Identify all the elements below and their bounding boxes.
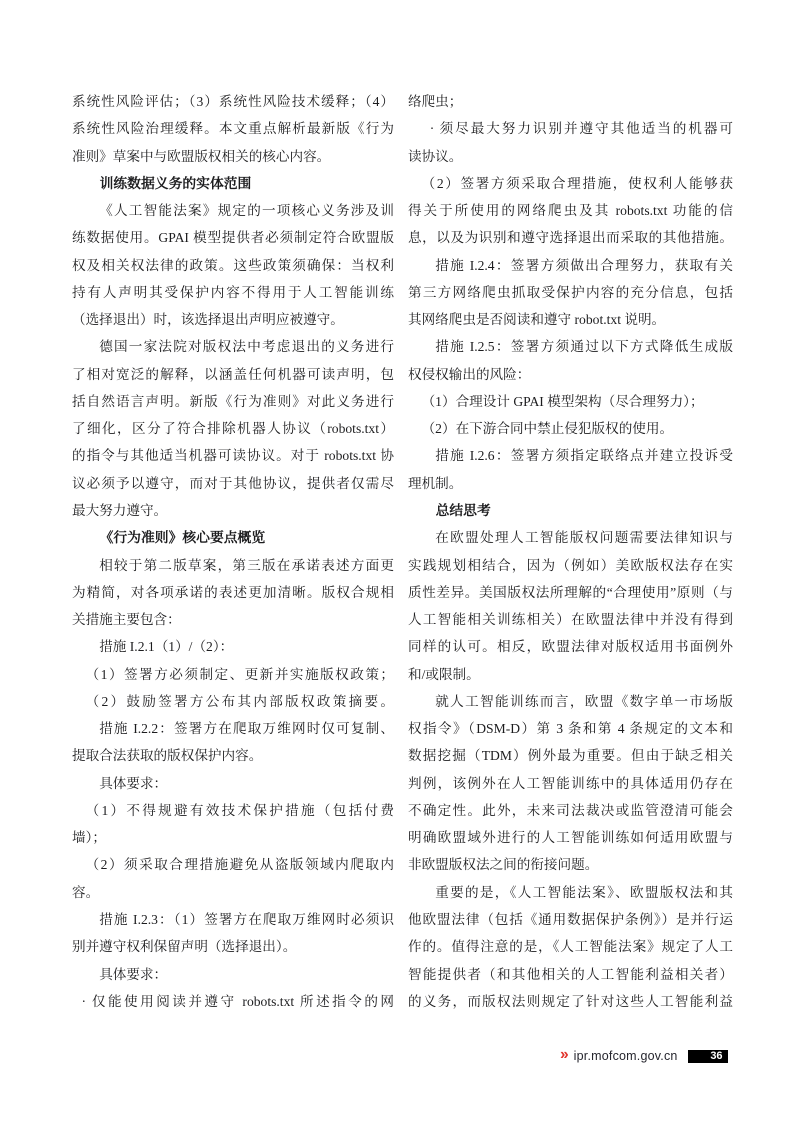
text-line: 权及相关权法律的政策。这些政策须确保：当权利	[72, 257, 394, 273]
text-line: 系统性风险治理缓释。本文重点解析最新版《行为	[72, 121, 394, 137]
text-line: 非欧盟版权法之间的衔接问题。	[408, 857, 599, 873]
text-line: 措施 I.2.2：签署方在爬取万维网时仅可复制、	[99, 721, 394, 737]
text-line: 提取合法获取的版权保护内容。	[72, 748, 263, 764]
text-line: 络爬虫；	[408, 94, 463, 109]
double-chevron-icon: ››	[560, 1046, 567, 1063]
text-line: 了细化，区分了符合排除机器人协议（robots.txt）	[72, 421, 394, 437]
text-line: 数据挖掘（TDM）例外最为重要。但由于缺乏相关	[408, 748, 733, 764]
text-line: 括自然语言声明。新版《行为准则》对此义务进行	[72, 393, 394, 409]
footer-website-link[interactable]: ipr.mofcom.gov.cn	[573, 1049, 678, 1063]
text-line: 同样的认可。相反，欧盟法律对版权适用书面例外	[408, 639, 733, 655]
text-line: 别并遵守权利保留声明（选择退出）。	[72, 939, 297, 955]
text-line: 和/或限制。	[408, 666, 480, 682]
text-line: 质性差异。美国版权法所理解的“合理使用”原则（与	[408, 584, 733, 600]
text-line: 了相对宽泛的解释，以涵盖任何机器可读声明，包	[72, 366, 394, 382]
text-line: 他欧盟法律（包括《通用数据保护条例》）是并行运	[408, 911, 733, 927]
text-line: 措施 I.2.4：签署方须做出合理努力，获取有关	[435, 257, 733, 273]
text-line: 关措施主要包含：	[72, 612, 181, 628]
text-line: 议必须予以遵守，而对于其他协议，提供者仅需尽	[72, 475, 394, 491]
text-line: 判例，该例外在人工智能训练中的具体适用仍存在	[408, 775, 733, 791]
text-line: 实践规划相结合，因为（例如）美欧版权法存在实	[408, 557, 733, 573]
text-line: （2）在下游合同中禁止侵犯版权的使用。	[421, 421, 674, 437]
section-heading: 总结思考	[435, 502, 491, 518]
text-line: 容。	[72, 884, 100, 900]
text-line: 德国一家法院对版权法中考虑退出的义务进行	[99, 339, 394, 355]
text-line: 准则》草案中与欧盟版权相关的核心内容。	[72, 148, 331, 164]
text-line: 《人工智能法案》规定的一项核心义务涉及训	[99, 203, 394, 219]
text-line: （1）签署方必须制定、更新并实施版权政策；	[85, 666, 394, 682]
text-line: 练数据使用。GPAI 模型提供者必须制定符合欧盟版	[72, 230, 394, 246]
text-line: 读协议。	[408, 148, 463, 164]
text-line: （1）合理设计 GPAI 模型架构（尽合理努力）；	[421, 393, 704, 409]
text-line: 人工智能相关训练相关）在欧盟法律中并没有得到	[408, 612, 733, 628]
text-line: 其网络爬虫是否阅读和遵守 robot.txt 说明。	[408, 312, 666, 328]
text-line: 措施 I.2.3：（1）签署方在爬取万维网时必须识	[99, 911, 394, 927]
section-heading: 训练数据义务的实体范围	[99, 175, 252, 191]
text-line: 重要的是，《人工智能法案》、欧盟版权法和其	[435, 884, 733, 900]
text-line: 措施 I.2.6：签署方须指定联络点并建立投诉受	[435, 448, 733, 464]
text-line: 第三方网络爬虫抓取受保护内容的充分信息，包括	[408, 284, 733, 300]
text-line: 为精简，对各项承诺的表述更加清晰。版权合规相	[72, 584, 394, 600]
section-heading: 《行为准则》核心要点概览	[99, 530, 266, 546]
text-line: 权指令》（DSM-D）第 3 条和第 4 条规定的文本和	[408, 721, 733, 737]
text-line: 智能提供者（和其他相关的人工智能利益相关者）	[408, 966, 733, 982]
text-line: 相较于第二版草案，第三版在承诺表述方面更	[99, 557, 394, 573]
right-column	[408, 88, 733, 1015]
text-line: 措施 I.2.1（1）/（2）：	[99, 639, 234, 655]
text-line: 措施 I.2.5：签署方须通过以下方式降低生成版	[435, 339, 733, 355]
text-line: 的指令与其他适当机器可读协议。对于 robots.txt 协	[72, 448, 394, 464]
text-line: 具体要求：	[99, 775, 168, 791]
text-line: 息，以及为识别和遵守选择退出而采取的其他措施。	[408, 230, 733, 246]
text-line: 就人工智能训练而言，欧盟《数字单一市场版	[435, 693, 733, 709]
page-number-badge: 36	[688, 1050, 728, 1063]
text-line: （选择退出）时，该选择退出声明应被遵守。	[72, 312, 344, 328]
text-line: 墙）；	[72, 830, 106, 846]
text-line: （2）签署方须采取合理措施，使权利人能够获	[421, 175, 733, 191]
text-line: 系统性风险评估；（3）系统性风险技术缓释；（4）	[72, 94, 394, 109]
text-line: · 仅能使用阅读并遵守 robots.txt 所述指令的网	[81, 993, 394, 1009]
page-footer	[560, 1046, 728, 1066]
text-line: 作的。值得注意的是，《人工智能法案》规定了人工	[408, 939, 733, 955]
text-line: 理机制。	[408, 475, 463, 491]
text-line: （2）鼓励签署方公布其内部版权政策摘要。	[85, 693, 394, 709]
left-column	[72, 88, 394, 1015]
text-line: 具体要求：	[99, 966, 168, 982]
text-line: 持有人声明其受保护内容不得用于人工智能训练	[72, 284, 394, 300]
text-line: 在欧盟处理人工智能版权问题需要法律知识与	[435, 530, 733, 546]
text-line: （2）须采取合理措施避免从盗版领域内爬取内	[85, 857, 394, 873]
text-line: 权侵权输出的风险：	[408, 366, 531, 382]
text-line: 得关于所使用的网络爬虫及其 robots.txt 功能的信	[408, 203, 733, 219]
text-line: 最大努力遵守。	[72, 502, 168, 518]
text-line: （1）不得规避有效技术保护措施（包括付费	[85, 802, 394, 818]
text-line: 不确定性。此外，未来司法裁决或监管澄清可能会	[408, 802, 733, 818]
text-line: · 须尽最大努力识别并遵守其他适当的机器可	[429, 121, 733, 137]
text-line: 的义务，而版权法则规定了针对这些人工智能利益	[408, 993, 733, 1009]
text-line: 明确欧盟域外进行的人工智能训练如何适用欧盟与	[408, 830, 733, 846]
